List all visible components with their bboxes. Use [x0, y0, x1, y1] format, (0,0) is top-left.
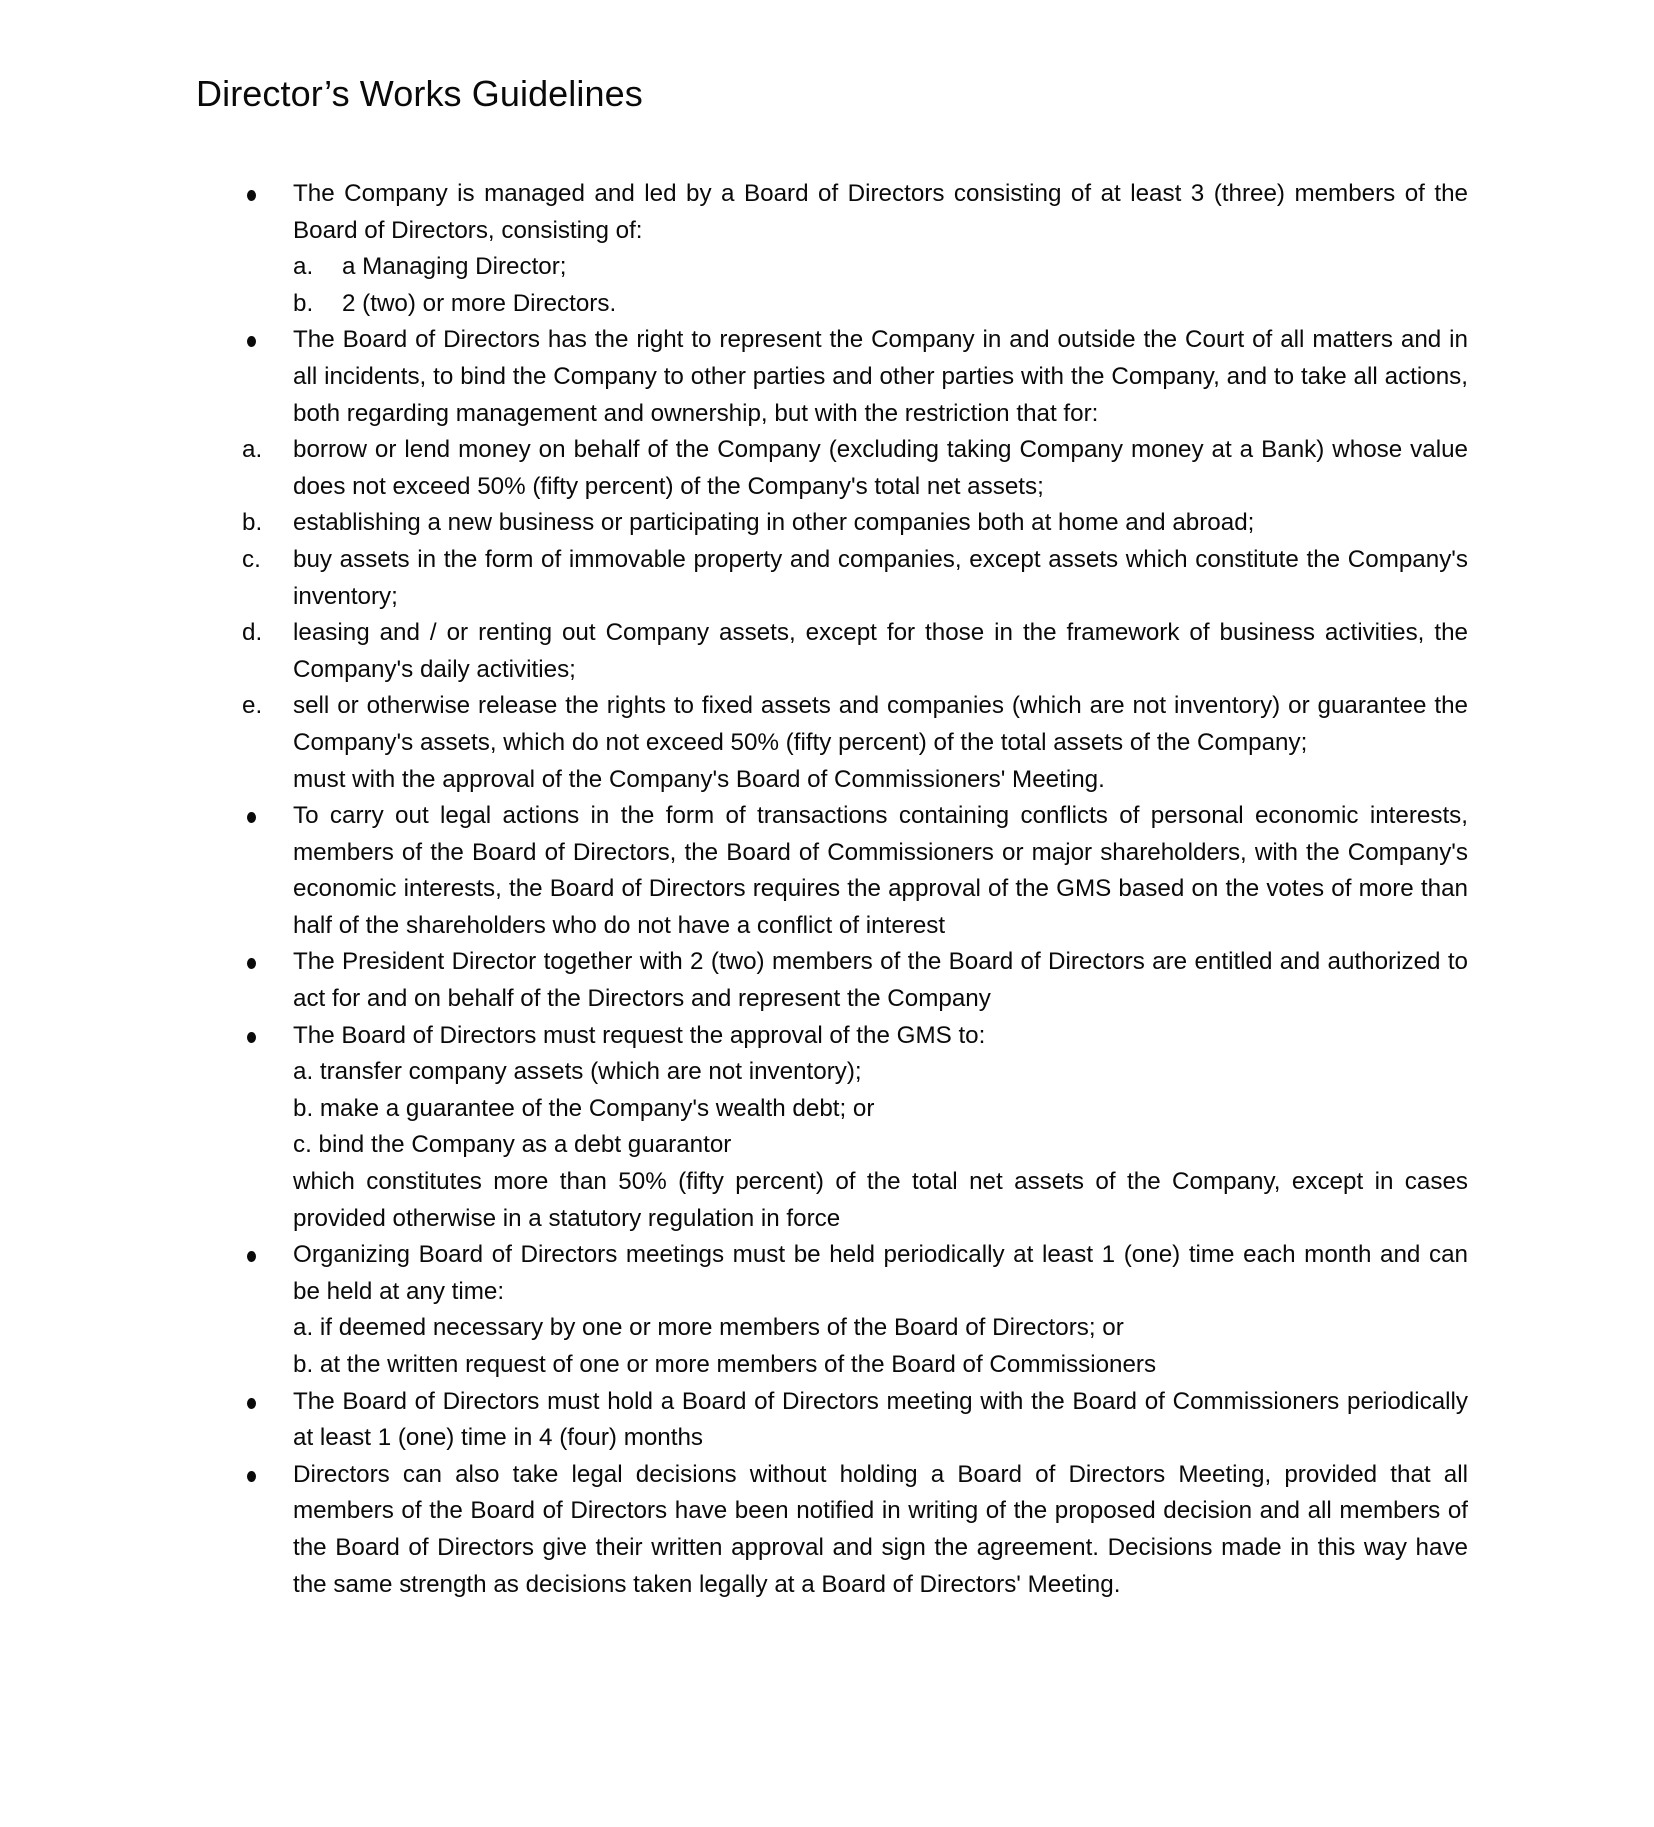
sub-item: a. if deemed necessary by one or more members of the Board of Directors; or	[293, 1314, 1124, 1342]
sub-item: c. bind the Company as a debt guarantor	[293, 1131, 732, 1159]
list-item-tail: must with the approval of the Company's Board of Commissioners' Meeting.	[293, 765, 1105, 793]
list-item-label: c.	[242, 545, 261, 573]
list-item	[240, 542, 1468, 615]
sub-item: b. make a guarantee of the Company's wealth debt; or	[293, 1094, 875, 1122]
list-item	[240, 1457, 1468, 1603]
sub-item: b. at the written request of one or more members of the Board of Commissioners	[293, 1351, 1157, 1378]
page-title: Director’s Works Guidelines	[196, 73, 643, 114]
list-item-text: Organizing Board of Directors meetings must be held periodically at least 1 (one) time each month and can be held at any time:	[293, 1241, 1468, 1305]
list-item-text: The Board of Directors must request the approval of the GMS to:	[293, 1021, 986, 1049]
list-item-text: establishing a new business or participating in other companies both at home and abroad;	[293, 509, 1255, 537]
list-item-label: e.	[242, 692, 263, 720]
list-item	[240, 432, 1468, 505]
list-item-text: buy assets in the form of immovable property and companies, except assets which constitute the Company's inventory;	[293, 545, 1468, 610]
sub-item	[293, 286, 1468, 323]
list-item-text: sell or otherwise release the rights to fixed assets and companies (which are not inventory) or guarantee the Company's assets, which do not exceed 50% (fifty percent) of the total assets of the Company;	[293, 692, 1468, 756]
list-item	[240, 944, 1468, 1017]
list-item	[240, 176, 1468, 322]
list-item-label: d.	[242, 619, 263, 647]
list-item-text: The President Director together with 2 (two) members of the Board of Directors are entitled and authorized to act for and on behalf of the Directors and represent the Company	[293, 948, 1468, 1013]
list-item-text: Directors can also take legal decisions without holding a Board of Directors Meeting, provided that all members of the Board of Directors have been notified in writing of the proposed decision and all members of the Board of Directors give their written approval and sign the agreement. Decisions made in this way have the same strength as decisions taken legally at a Board of Directors' Meeting.	[293, 1460, 1468, 1598]
list-item-tail: which constitutes more than 50% (fifty percent) of the total net assets of the Company, except in cases provided otherwise in a statutory regulation in force	[293, 1168, 1468, 1232]
sub-item	[293, 249, 1468, 286]
list-item-text: borrow or lend money on behalf of the Company (excluding taking Company money at a Bank) whose value does not exceed 50% (fifty percent) of the Company's total net assets;	[293, 436, 1468, 500]
list-item	[240, 615, 1468, 688]
list-item-label: b.	[242, 509, 263, 537]
list-item	[240, 1018, 1468, 1238]
sub-item-text: 2 (two) or more Directors.	[342, 289, 617, 317]
sub-item-text: a Managing Director;	[342, 253, 567, 281]
list-item	[240, 322, 1468, 432]
list-item	[240, 1384, 1468, 1457]
list-item	[240, 798, 1468, 944]
list-item-text: leasing and / or renting out Company assets, except for those in the framework of business activities, the Company's daily activities;	[293, 619, 1468, 683]
sub-item-label: a.	[293, 253, 314, 281]
sub-item: a. transfer company assets (which are not inventory);	[293, 1058, 862, 1086]
list-item	[240, 505, 1468, 542]
list-item-text: The Board of Directors must hold a Board of Directors meeting with the Board of Commissioners periodically at least 1 (one) time in 4 (four) months	[293, 1387, 1468, 1452]
list-item-text: To carry out legal actions in the form of transactions containing conflicts of personal economic interests, members of the Board of Directors, the Board of Commissioners or major shareholders, with the Company's economic interests, the Board of Directors requires the approval of the GMS based on the votes of more than half of the shareholders who do not have a conflict of interest	[293, 802, 1468, 939]
guidelines-list	[240, 176, 1468, 1603]
list-item	[240, 688, 1468, 798]
list-item	[240, 1237, 1468, 1383]
list-item-label: a.	[242, 436, 263, 464]
list-item-text: The Board of Directors has the right to represent the Company in and outside the Court of all matters and in all incidents, to bind the Company to other parties and other parties with the Company, and to take all actions, both regarding management and ownership, but with the restriction that for:	[293, 326, 1468, 427]
sub-item-label: b.	[293, 289, 314, 317]
list-item-text: The Company is managed and led by a Board of Directors consisting of at least 3 (three) members of the Board of Directors, consisting of:	[293, 180, 1468, 244]
